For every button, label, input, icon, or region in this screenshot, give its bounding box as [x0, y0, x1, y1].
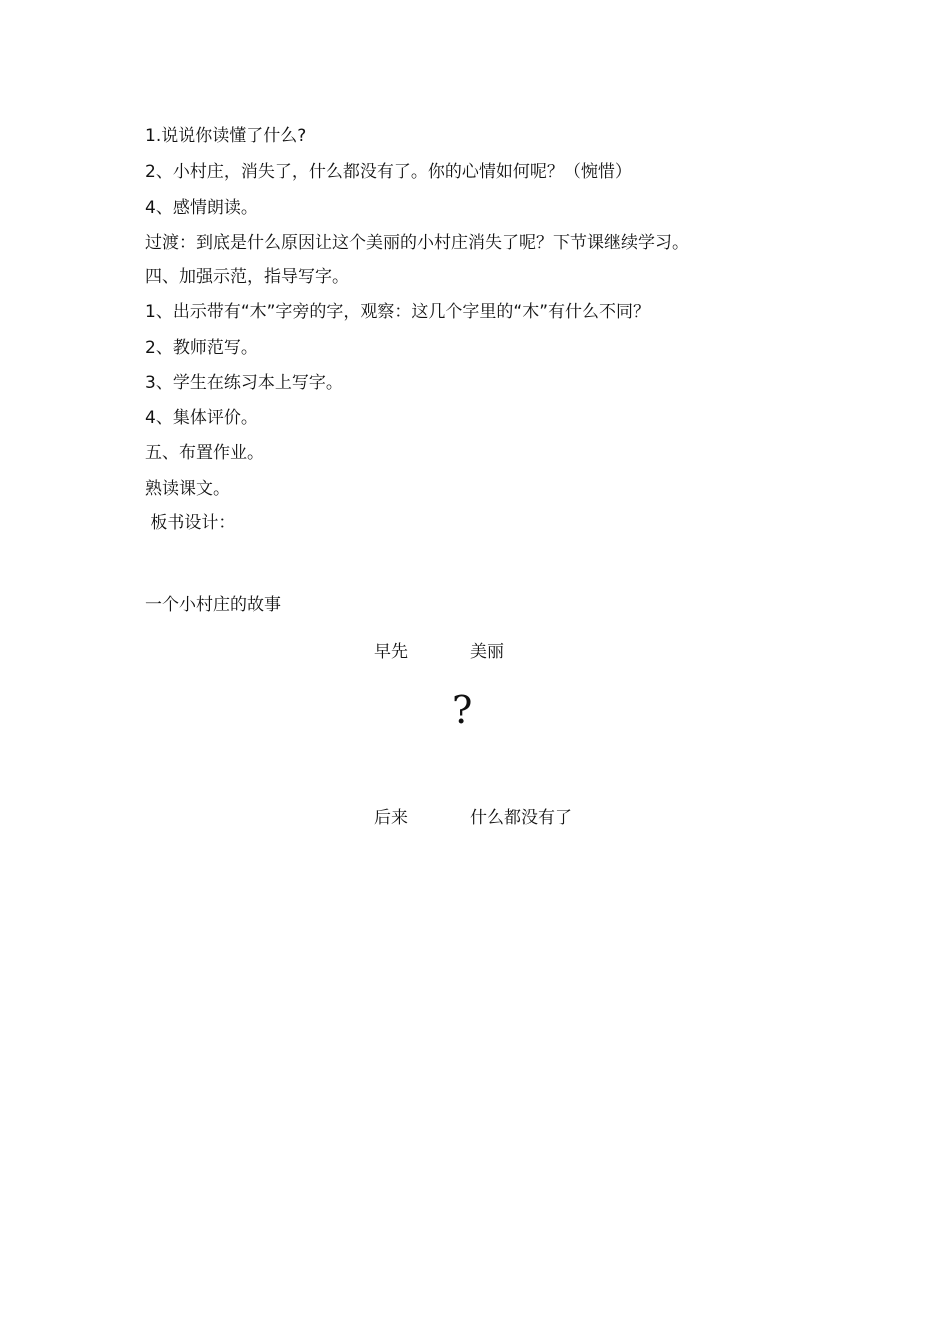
- text-line-5: 四、加强示范，指导写字。: [145, 267, 349, 287]
- text-line-10: 五、布置作业。: [145, 443, 264, 463]
- text-line-7: 2、教师范写。: [145, 338, 258, 358]
- text-line-2: 2、小村庄，消失了，什么都没有了。你的心情如何呢？（惋惜）: [145, 162, 632, 182]
- text-line-3: 4、感情朗读。: [145, 198, 258, 218]
- text-line-1: 1.说说你读懂了什么?: [145, 126, 307, 146]
- text-line-12: 板书设计：: [145, 513, 236, 533]
- board-before-value: 美丽: [470, 642, 504, 662]
- board-title: 一个小村庄的故事: [145, 595, 281, 615]
- text-line-6: 1、出示带有“木”字旁的字，观察：这几个字里的“木”有什么不同？: [145, 302, 651, 322]
- board-before-label: 早先: [374, 642, 408, 662]
- board-after-value: 什么都没有了: [470, 808, 572, 828]
- text-line-11: 熟读课文。: [145, 479, 230, 499]
- text-line-9: 4、集体评价。: [145, 408, 258, 428]
- text-line-8: 3、学生在练习本上写字。: [145, 373, 343, 393]
- board-after-label: 后来: [374, 808, 408, 828]
- text-line-4: 过渡：到底是什么原因让这个美丽的小村庄消失了呢？下节课继续学习。: [145, 233, 689, 253]
- board-question-mark: ?: [452, 688, 473, 732]
